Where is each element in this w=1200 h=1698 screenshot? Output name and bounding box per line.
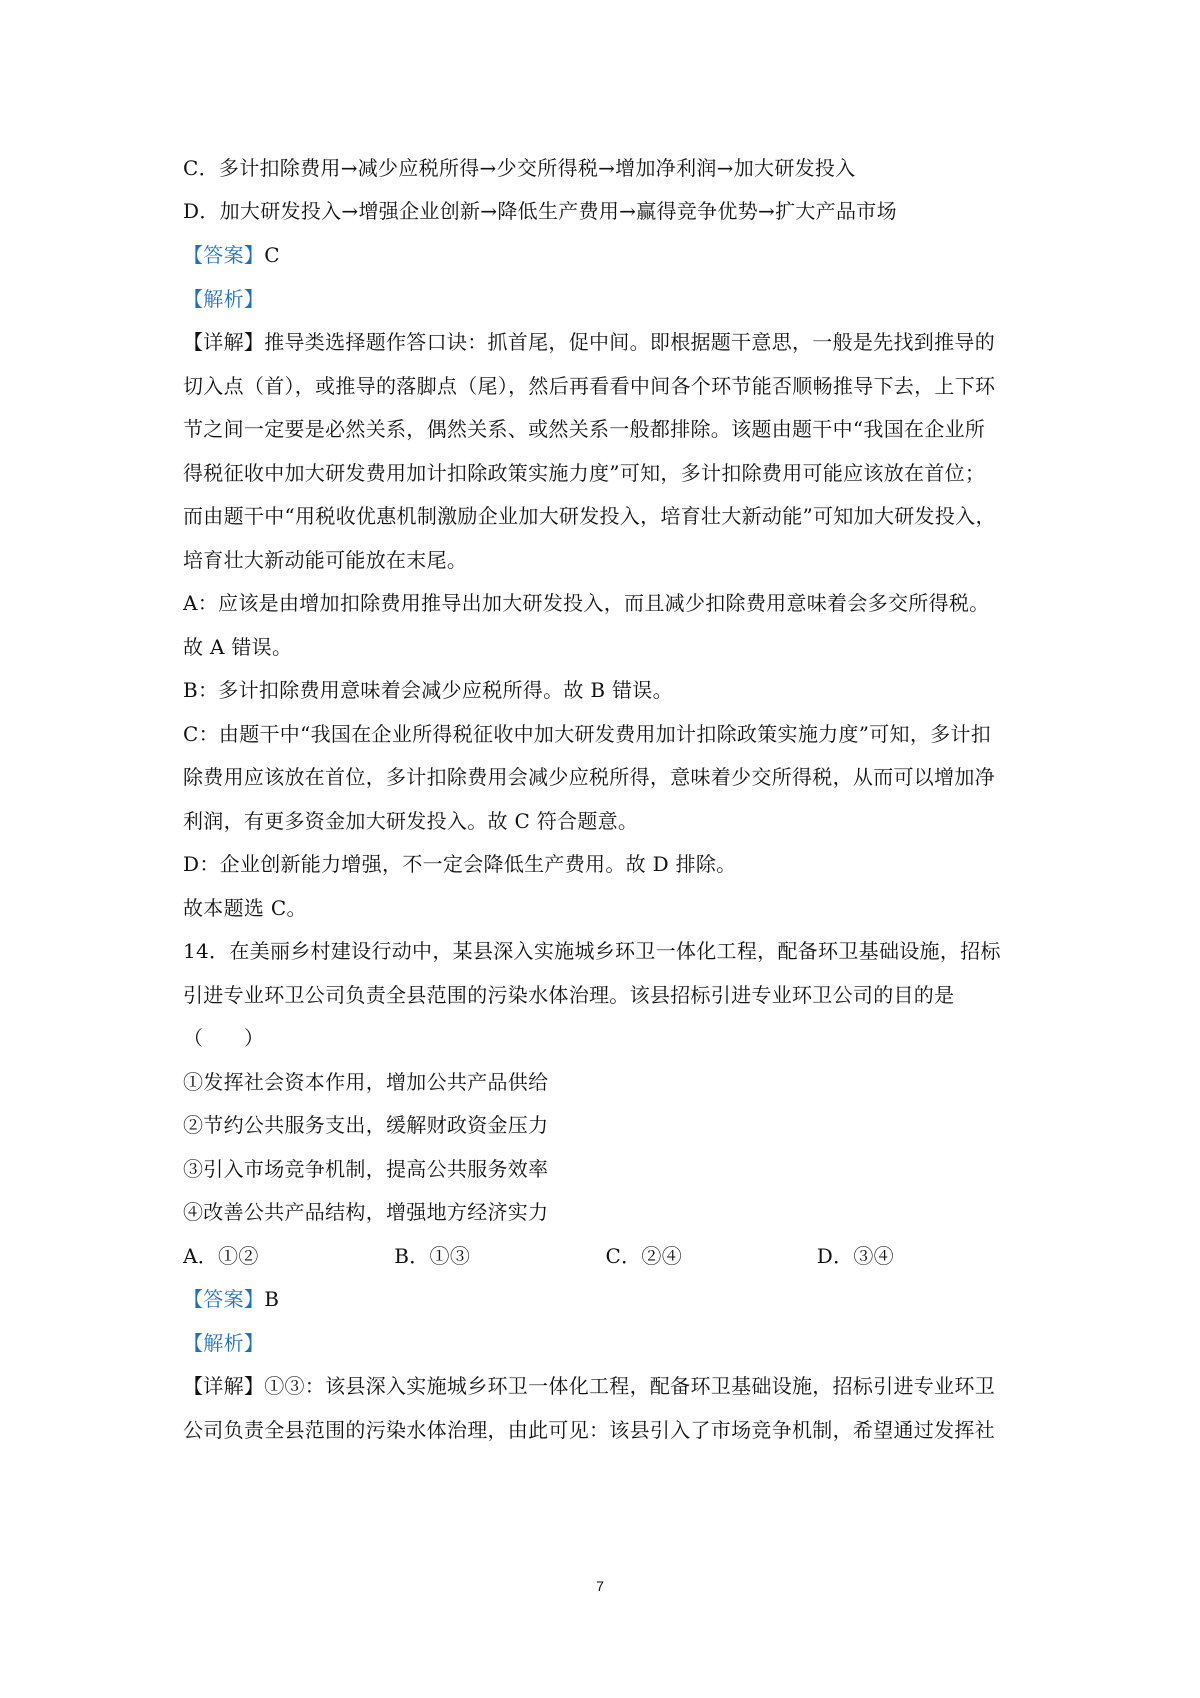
analysis-tag: 【解析】 [183, 1331, 265, 1355]
option-d: D．加大研发投入→增强企业创新→降低生产费用→赢得竞争优势→扩大产品市场 [183, 199, 897, 223]
detail-line: 培育壮大新动能可能放在末尾。 [183, 548, 468, 572]
detail-line: 故本题选 C。 [183, 896, 307, 920]
detail-line: 公司负责全县范围的污染水体治理，由此可见：该县引入了市场竞争机制，希望通过发挥社 [183, 1418, 995, 1442]
statement-item: ④改善公共产品结构，增强地方经济实力 [183, 1200, 549, 1224]
detail-text: 推导类选择题作答口诀：抓首尾，促中间。即根据题干意思，一般是先找到推导的 [264, 330, 996, 354]
detail-line: 得税征收中加大研发费用加计扣除政策实施力度”可知，多计扣除费用可能应该放在首位； [183, 461, 986, 485]
choice-d: D．③④ [816, 1244, 894, 1268]
statement-item: ①发挥社会资本作用，增加公共产品供给 [183, 1070, 549, 1094]
choice-a: A．①② [183, 1244, 259, 1268]
detail-line: 利润，有更多资金加大研发投入。故 C 符合题意。 [183, 809, 639, 833]
detail-line: 切入点（首），或推导的落脚点（尾），然后再看看中间各个环节能否顺畅推导下去，上下环 [183, 374, 996, 398]
question-stem: 14．在美丽乡村建设行动中，某县深入实施城乡环卫一体化工程，配备环卫基础设施，招标 [183, 939, 1001, 963]
detail-line [183, 1371, 1028, 1401]
choice-b: B．①③ [394, 1244, 471, 1268]
detail-line: 除费用应该放在首位，多计扣除费用会减少应税所得，意味着少交所得税，从而可以增加净 [183, 765, 995, 789]
answer-value: C [264, 243, 280, 267]
detail-tag: 【详解】 [183, 330, 265, 354]
page-number: 7 [596, 1578, 604, 1594]
option-c: C．多计扣除费用→减少应税所得→少交所得税→增加净利润→加大研发投入 [183, 156, 856, 180]
answer-line [183, 240, 1028, 270]
statement-item: ③引入市场竞争机制，提高公共服务效率 [183, 1157, 549, 1181]
answer-blank: （ ） [183, 1026, 265, 1050]
choice-options [183, 1241, 1028, 1271]
detail-line: 节之间一定要是必然关系，偶然关系、或然关系一般都排除。该题由题干中“我国在企业所 [183, 417, 986, 441]
answer-line [183, 1284, 1028, 1314]
question-stem: 引进专业环卫公司负责全县范围的污染水体治理。该县招标引进专业环卫公司的目的是 [183, 983, 955, 1007]
detail-line: 而由题干中“用税收优惠机制激励企业加大研发投入，培育壮大新动能”可知加大研发投入， [183, 504, 996, 528]
answer-value: B [264, 1287, 280, 1311]
detail-line: 故 A 错误。 [183, 635, 293, 659]
choice-c: C．②④ [605, 1244, 683, 1268]
answer-tag: 【答案】 [183, 1287, 265, 1311]
analysis-tag: 【解析】 [183, 287, 265, 311]
detail-tag: 【详解】 [183, 1374, 265, 1398]
detail-text: ①③：该县深入实施城乡环卫一体化工程，配备环卫基础设施，招标引进专业环卫 [264, 1374, 996, 1398]
detail-line: D：企业创新能力增强，不一定会降低生产费用。故 D 排除。 [183, 852, 737, 876]
detail-line: B：多计扣除费用意味着会减少应税所得。故 B 错误。 [183, 678, 673, 702]
answer-tag: 【答案】 [183, 243, 265, 267]
detail-line [183, 327, 1028, 357]
statement-item: ②节约公共服务支出，缓解财政资金压力 [183, 1113, 549, 1137]
detail-line: A：应该是由增加扣除费用推导出加大研发投入，而且减少扣除费用意味着会多交所得税。 [183, 591, 990, 615]
detail-line: C：由题干中“我国在企业所得税征收中加大研发费用加计扣除政策实施力度”可知，多计扣 [183, 722, 992, 746]
